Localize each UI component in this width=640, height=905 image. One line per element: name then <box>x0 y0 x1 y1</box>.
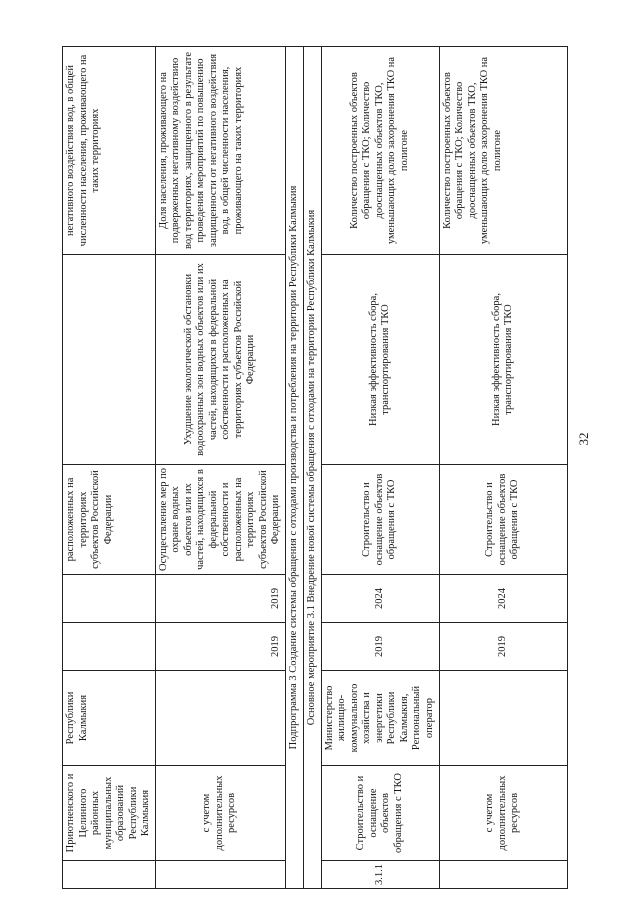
table-row-3-1-1 <box>321 47 439 889</box>
cell-consequence-empty <box>63 255 156 465</box>
table-row-main-measure <box>303 47 321 889</box>
cell-executor: с учетом дополнительных ресурсов <box>155 766 285 861</box>
main-measure-header: Основное мероприятие 3.1 Внедрение новой системы обращения с отходами на территории Республики Калмыкия <box>303 47 321 889</box>
cell-result-cont: расположенных на территориях субъектов Российской Федерации <box>63 465 156 575</box>
cell-executor-cont: Приютненского и Целинного районных муниципальных образований Республики Калмыкия <box>63 766 156 861</box>
cell-indicator-cont: негативного воздействия вод, в общей численности населения, проживающего на таких территориях <box>63 47 156 255</box>
table-row-continuation <box>63 47 156 889</box>
cell-measure-name: Строительство и оснащение объектов обращения с ТКО <box>321 766 439 861</box>
cell-end-empty <box>63 575 156 623</box>
cell-responsible-cont: Республики Калмыкия <box>63 671 156 766</box>
cell-consequence: Низкая эффективность сбора, транспортирования ТКО <box>439 255 567 465</box>
table-row-subprogram <box>285 47 303 889</box>
cell-start-empty <box>63 623 156 671</box>
cell-consequence: Ухудшение экологической обстановки водоохранных зон водных объектов или их частей, находящихся в федеральной собственности и расположенных на территориях субъектов Российской Федерации <box>155 255 285 465</box>
table-row-measure <box>155 47 285 889</box>
cell-responsible-empty <box>155 671 285 766</box>
cell-consequence: Низкая эффективность сбора, транспортирования ТКО <box>321 255 439 465</box>
cell-indicator: Количество построенных объектов обращения с ТКО; Количество дооснащенных объектов ТКО, уменьшающих долю захоронения ТКО на полигоне <box>321 47 439 255</box>
subprogram-header: Подпрограмма 3 Создание системы обращения с отходами производства и потребления на территории Республики Калмыкия <box>285 47 303 889</box>
cell-indicator: Доля населения, проживающего на подверженных негативному воздействию вод территориях, защищенного в результате проведения мероприятий по повышению защищенности от негативного воздействия вод, в общей численности населения, проживающего на таких территориях <box>155 47 285 255</box>
page-number: 32 <box>576 432 591 446</box>
cell-indicator: Количество построенных объектов обращения с ТКО; Количество дооснащенных объектов ТКО, уменьшающих долю захоронения ТКО на полигоне <box>439 47 567 255</box>
cell-start-year: 2019 <box>155 623 285 671</box>
program-table <box>62 46 568 889</box>
cell-num-empty <box>63 861 156 889</box>
cell-end-year: 2019 <box>155 575 285 623</box>
table-row-last <box>439 47 567 889</box>
cell-result: Строительство и оснащение объектов обращения с ТКО <box>439 465 567 575</box>
cell-end-year: 2024 <box>439 575 567 623</box>
cell-result: Осуществление мер по охране водных объектов или их частей, находящихся в федеральной собственности и расположенных на территориях субъектов Российской Федерации <box>155 465 285 575</box>
cell-num-empty <box>155 861 285 889</box>
cell-start-year: 2019 <box>439 623 567 671</box>
cell-num: 3.1.1 <box>321 861 439 889</box>
cell-responsible-empty <box>439 671 567 766</box>
rotated-page <box>58 30 633 895</box>
cell-num-empty <box>439 861 567 889</box>
cell-responsible: Министерство жилищно-коммунального хозяйства и энергетики Республики Калмыкия, Региональный оператор <box>321 671 439 766</box>
cell-executor: с учетом дополнительных ресурсов <box>439 766 567 861</box>
cell-start-year: 2019 <box>321 623 439 671</box>
cell-result: Строительство и оснащение объектов обращения с ТКО <box>321 465 439 575</box>
cell-end-year: 2024 <box>321 575 439 623</box>
